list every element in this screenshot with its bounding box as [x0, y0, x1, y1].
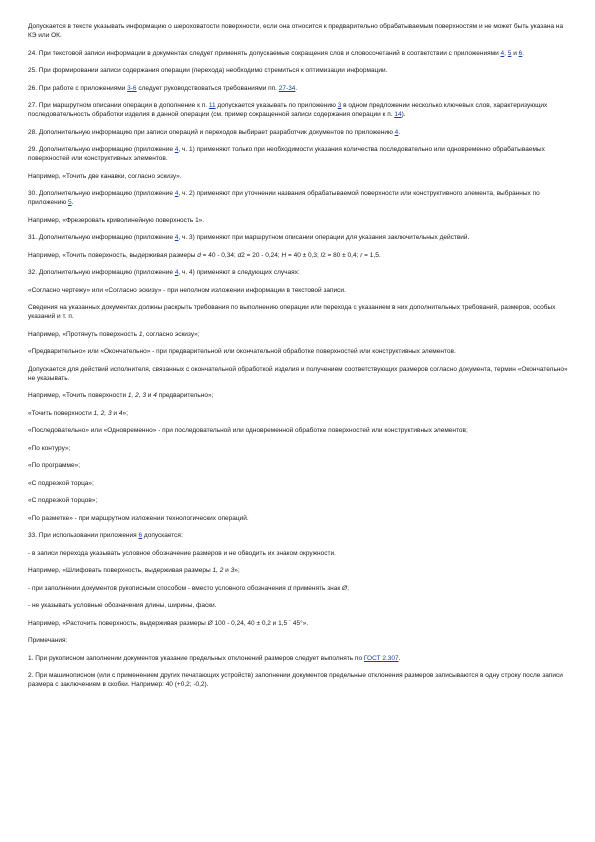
paragraph: [28, 84, 568, 93]
paragraph: [28, 330, 568, 339]
document-reference-link[interactable]: 4: [174, 190, 179, 197]
document-reference-link[interactable]: 3: [337, 102, 342, 109]
text-run: - не указывать условные обозначения длины, ширины, фаски.: [28, 602, 217, 609]
text-run: 25. При формировании записи содержания операции (перехода) необходимо стремиться к оптимизации информации.: [28, 67, 388, 74]
paragraph: [28, 549, 568, 558]
paragraph: [28, 101, 568, 119]
text-run: и: [111, 409, 119, 417]
italic-symbol: 1, 2: [212, 567, 224, 574]
text-run: Допускается для действий исполнителя, связанных с окончательной обработкой изделия и получением соответствующих размеров согласно документа, термин «Окончательно» не указывать.: [28, 365, 568, 382]
text-run: «Согласно чертежу» или «Согласно эскизу» - при неполном изложении информации в текстовой записи.: [28, 286, 346, 294]
text-run: «С подрезкой торца»;: [28, 479, 94, 487]
text-run: 26. При работе с приложениями: [28, 84, 128, 92]
text-run: следует руководствоваться требованиями пп.: [136, 84, 279, 92]
text-run: ).: [401, 111, 406, 118]
paragraph: [28, 128, 568, 137]
text-run: , ч. 2) применяют при уточнении названия обрабатываемой поверхности или конструктивного элемента, выбранных по приложению: [28, 190, 540, 206]
text-run: Например, «Расточить поверхность, выдерживая размеры: [28, 619, 208, 627]
paragraph: [28, 365, 568, 383]
paragraph: [28, 601, 568, 610]
text-run: «По контуру»;: [28, 444, 71, 452]
italic-symbol: l: [320, 251, 323, 259]
text-run: 100 - 0,24, 40 ± 0,2 и 1,5 ´ 45°».: [212, 619, 309, 627]
text-run: Например, «Шлифовать поверхность, выдерживая размеры: [28, 567, 213, 574]
text-run: 1. При рукописном заполнении документов указание предельных отклонений размеров следует выполнять по: [28, 654, 364, 662]
document-reference-link[interactable]: 5: [507, 49, 512, 57]
text-run: »;: [234, 567, 240, 574]
text-run: ;: [347, 584, 349, 592]
italic-symbol: H: [281, 251, 287, 259]
document-reference-link[interactable]: 6: [518, 49, 523, 57]
text-run: «По программе»;: [28, 462, 81, 469]
text-run: = 40 - 0,34;: [200, 251, 238, 259]
text-run: = 1,5.: [362, 251, 381, 259]
text-run: допускается указывать по приложению: [215, 102, 338, 109]
paragraph: [28, 216, 568, 225]
text-run: применять знак: [291, 584, 343, 592]
paragraph: [28, 444, 568, 453]
text-run: допускается:: [142, 532, 183, 539]
text-run: и: [511, 49, 519, 57]
text-run: 30. Дополнительную информацию (приложение: [28, 190, 175, 197]
text-run: «По разметке» - при маршрутном изложении технологических операций.: [28, 514, 249, 522]
text-run: , ч. 1) применяют только при необходимости указания количества последовательно или одновременно обрабатываемых поверхностей или конструктивных элементов.: [28, 146, 545, 162]
paragraph: [28, 303, 568, 321]
paragraph: [28, 347, 568, 356]
paragraph: [28, 22, 568, 40]
text-run: - при заполнении документов рукописным способом - вместо условного обозначения: [28, 584, 288, 592]
paragraph: [28, 66, 568, 75]
text-run: и: [146, 392, 154, 399]
text-run: , ч. 3) применяют при маршрутном описании операции для указания заключительных действий.: [178, 234, 470, 241]
document-reference-link[interactable]: 3-6: [127, 84, 137, 92]
text-run: .: [398, 654, 401, 662]
text-run: Например, «Протянуть поверхность: [28, 330, 139, 338]
text-run: предварительно»;: [156, 392, 214, 399]
text-run: «Точить поверхности: [28, 409, 94, 417]
italic-symbol: 4: [118, 409, 123, 417]
text-run: в одном предложении несколько ключевых слов, характеризующих последовательность обработки изделия в данной операции (см. пример сокращенной записи содержания операции к п.: [28, 102, 548, 118]
text-run: «С подрезкой торцов»;: [28, 497, 98, 504]
text-run: 29. Дополнительную информацию (приложение: [28, 146, 175, 153]
text-run: 31. Дополнительную информацию (приложение: [28, 234, 175, 241]
text-run: Например, «Точить поверхность, выдерживая размеры: [28, 251, 198, 259]
italic-symbol: 1, 2, 3: [127, 392, 146, 399]
italic-symbol: d: [237, 251, 242, 259]
paragraph: [28, 461, 568, 470]
text-run: Например, «Точить две канавки, согласно эскизу».: [28, 172, 182, 180]
text-run: 27. При маршрутном описании операции в дополнение к п.: [28, 102, 209, 109]
text-run: ,: [504, 49, 508, 57]
text-run: .: [295, 84, 298, 92]
paragraph: [28, 49, 568, 58]
paragraph: [28, 268, 568, 277]
text-run: 2 = 80 ± 0,4;: [322, 251, 361, 259]
text-run: .: [398, 128, 401, 136]
paragraph: [28, 251, 568, 260]
paragraph: [28, 619, 568, 628]
text-run: »;: [122, 409, 128, 417]
paragraph: [28, 145, 568, 163]
document-reference-link[interactable]: 4: [174, 146, 179, 153]
paragraph: [28, 566, 568, 575]
paragraph: [28, 496, 568, 505]
paragraph: [28, 391, 568, 400]
text-run: 32. Дополнительную информацию (приложение: [28, 269, 175, 276]
text-run: Сведения на указанных документах должны раскрыть требования по выполнению операции или перехода с указанием в них дополнительных требований, размеров, особых указаний и т. п.: [28, 304, 556, 320]
italic-symbol: 3: [230, 567, 235, 574]
document-reference-link[interactable]: 11: [208, 102, 216, 109]
text-run: 2. При машинописном (или с применением других печатающих устройств) заполнении документов предельные отклонения размеров записываются в одну строку после записи размера с заключением в скобки. Например: 40 (+0,2; -0,2).: [28, 672, 563, 688]
paragraph: [28, 286, 568, 295]
text-run: .: [522, 49, 525, 57]
document-reference-link[interactable]: 6: [138, 532, 143, 539]
italic-symbol: Ø: [342, 584, 348, 592]
text-run: и: [223, 567, 231, 574]
text-run: Примечания:: [28, 637, 68, 644]
italic-symbol: 1: [138, 330, 143, 338]
text-run: 28. Дополнительную информацию при записи операций и переходов выбирает разработчик документов по приложению: [28, 128, 395, 136]
paragraph: [28, 479, 568, 488]
document-page: [28, 22, 568, 698]
text-run: 24. При текстовой записи информации в документах следует применять допускаемые сокращения слов и словосочетаний в соответствии с приложениями: [28, 49, 501, 57]
paragraph: [28, 671, 568, 689]
paragraph: [28, 409, 568, 418]
italic-symbol: 1, 2, 3: [93, 409, 112, 417]
paragraph: [28, 189, 568, 207]
paragraph: [28, 636, 568, 645]
text-run: 2 = 20 - 0,24;: [241, 251, 282, 259]
document-reference-link[interactable]: 4: [174, 234, 179, 241]
text-run: «Предварительно» или «Окончательно» - при предварительной или окончательной обработке поверхностей или конструктивных элементов.: [28, 348, 456, 355]
document-reference-link[interactable]: 4: [500, 49, 505, 57]
text-run: - в записи перехода указывать условное обозначение размеров и не обводить их знаком окружности.: [28, 549, 336, 557]
text-run: , согласно эскизу»;: [142, 330, 200, 338]
document-reference-link[interactable]: 5: [68, 199, 72, 206]
paragraph: [28, 426, 568, 435]
document-reference-link[interactable]: 27-34: [278, 84, 296, 92]
document-reference-link[interactable]: 4: [174, 269, 179, 276]
italic-symbol: 4: [153, 392, 157, 399]
italic-symbol: Ø: [207, 619, 213, 627]
paragraph: [28, 531, 568, 540]
document-reference-link[interactable]: 4: [394, 128, 399, 136]
text-run: Например, «Точить поверхности: [28, 392, 128, 399]
text-run: «Последовательно» или «Одновременно» - при последовательной или одновременной обработке поверхностей или конструктивных элементов;: [28, 427, 468, 434]
paragraph: [28, 654, 568, 663]
paragraph: [28, 584, 568, 593]
paragraph: [28, 233, 568, 242]
text-run: 33. При использовании приложения: [28, 532, 139, 539]
paragraph: [28, 172, 568, 181]
text-run: Допускается в тексте указывать информацию о шероховатости поверхности, если она относится к предварительно обрабатываемым поверхностям и не может быть указана на КЭ или ОК.: [28, 23, 564, 39]
italic-symbol: d: [287, 584, 292, 592]
text-run: = 40 ± 0,3;: [286, 251, 321, 259]
text-run: Например, «Фрезеровать криволинейную поверхность 1».: [28, 216, 205, 224]
document-reference-link[interactable]: ГОСТ 2.307: [363, 654, 399, 662]
italic-symbol: r: [360, 251, 363, 259]
text-run: , ч. 4) применяют в следующих случаях:: [178, 269, 300, 276]
paragraph: [28, 514, 568, 523]
document-reference-link[interactable]: 14: [394, 111, 402, 118]
italic-symbol: d: [197, 251, 201, 259]
text-run: .: [71, 199, 74, 206]
